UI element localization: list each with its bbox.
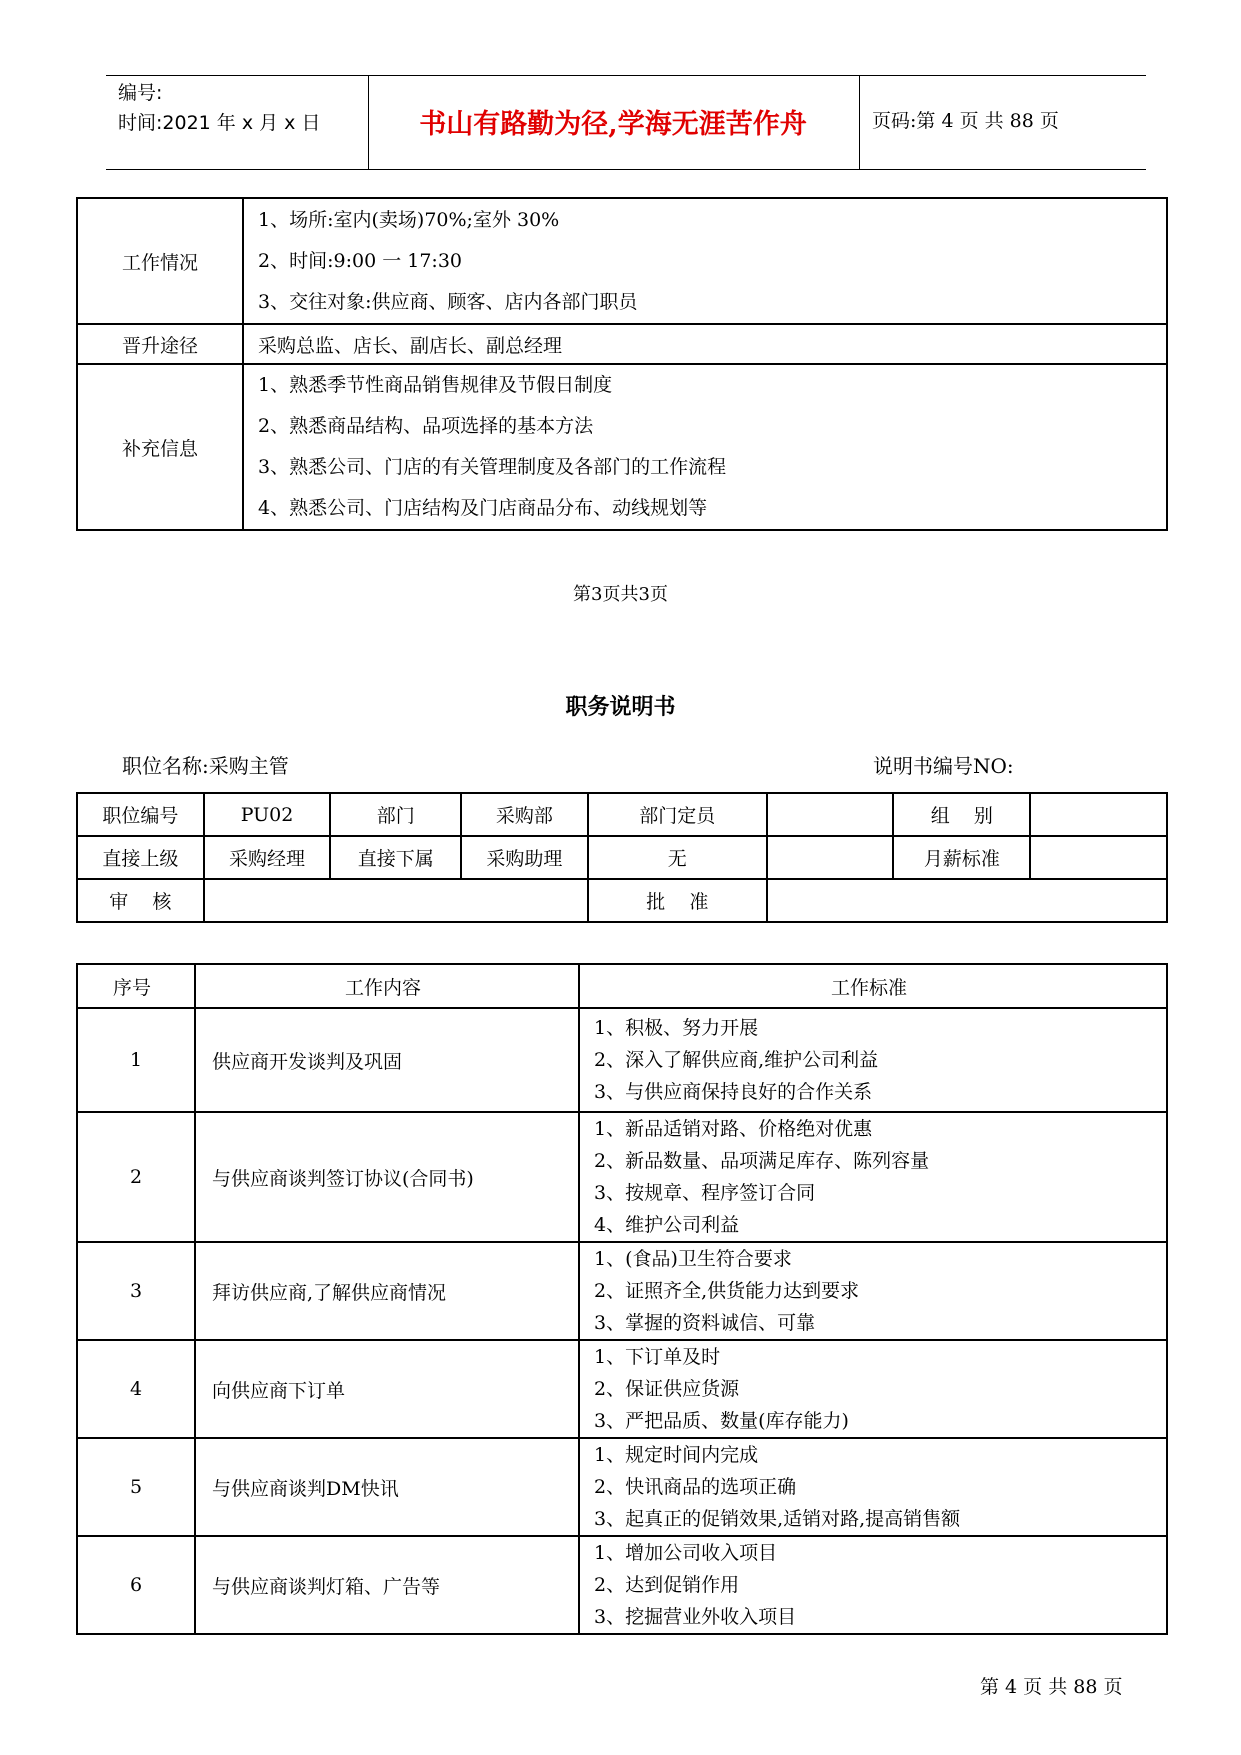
standard-line: 1、下订单及时 bbox=[594, 1346, 721, 1368]
meta-cell: 采购部 bbox=[461, 793, 588, 836]
row-seq: 2 bbox=[77, 1112, 195, 1242]
position-meta-table bbox=[76, 792, 1168, 923]
row-content bbox=[243, 324, 1167, 364]
standard-line: 1、(食品)卫生符合要求 bbox=[594, 1248, 792, 1270]
content-line: 1、熟悉季节性商品销售规律及节假日制度 bbox=[258, 374, 613, 396]
meta-cell: 无 bbox=[588, 836, 767, 879]
table-row bbox=[77, 1340, 1167, 1438]
standard-line: 2、达到促销作用 bbox=[594, 1574, 740, 1596]
page-footer: 第 4 页 共 88 页 bbox=[980, 1676, 1123, 1698]
standard-line: 2、快讯商品的选项正确 bbox=[594, 1476, 797, 1498]
table-row bbox=[77, 836, 1167, 879]
column-header: 序号 bbox=[77, 964, 195, 1008]
table-row bbox=[77, 879, 1167, 922]
meta-cell bbox=[767, 879, 1167, 922]
standard-line: 1、积极、努力开展 bbox=[594, 1017, 759, 1039]
row-seq: 3 bbox=[77, 1242, 195, 1340]
row-standards bbox=[579, 1438, 1167, 1536]
meta-cell: 组 别 bbox=[893, 793, 1030, 836]
meta-cell: 直接下属 bbox=[330, 836, 461, 879]
document-number: 说明书编号NO: bbox=[873, 754, 1014, 778]
page-header bbox=[106, 75, 1146, 170]
document-number-label: 编号: bbox=[118, 82, 163, 104]
content-line: 2、熟悉商品结构、品项选择的基本方法 bbox=[258, 415, 594, 437]
document-title: 职务说明书 bbox=[565, 694, 676, 720]
table-row bbox=[77, 1112, 1167, 1242]
duty-table bbox=[76, 963, 1168, 1635]
content-line: 采购总监、店长、副店长、副总经理 bbox=[258, 334, 563, 357]
standard-line: 2、新品数量、品项满足库存、陈列容量 bbox=[594, 1150, 930, 1172]
page-note: 第3页共3页 bbox=[573, 584, 668, 605]
column-header: 工作标准 bbox=[579, 964, 1167, 1008]
standard-line: 3、严把品质、数量(库存能力) bbox=[594, 1410, 849, 1432]
content-line: 1、场所:室内(卖场)70%;室外 30% bbox=[258, 208, 560, 231]
row-seq: 1 bbox=[77, 1008, 195, 1112]
header-meta bbox=[118, 78, 320, 138]
table-row bbox=[77, 1008, 1167, 1112]
content-line: 2、时间:9:00 一 17:30 bbox=[258, 249, 462, 272]
row-standards bbox=[579, 1242, 1167, 1340]
header-page-code: 页码:第 4 页 共 88 页 bbox=[872, 110, 1059, 132]
row-work: 与供应商谈判签订协议(合同书) bbox=[195, 1112, 579, 1242]
row-label: 晋升途径 bbox=[77, 324, 243, 364]
row-label: 工作情况 bbox=[77, 198, 243, 324]
meta-cell: 月薪标准 bbox=[893, 836, 1030, 879]
document-time-label: 时间:2021 年 x 月 x 日 bbox=[118, 112, 321, 134]
row-label: 补充信息 bbox=[77, 364, 243, 530]
row-work: 拜访供应商,了解供应商情况 bbox=[195, 1242, 579, 1340]
table-row bbox=[77, 324, 1167, 364]
meta-cell: 职位编号 bbox=[77, 793, 204, 836]
table-row bbox=[77, 1438, 1167, 1536]
meta-cell: 直接上级 bbox=[77, 836, 204, 879]
row-standards bbox=[579, 1536, 1167, 1634]
row-work: 供应商开发谈判及巩固 bbox=[195, 1008, 579, 1112]
standard-line: 3、起真正的促销效果,适销对路,提高销售额 bbox=[594, 1508, 961, 1530]
meta-cell bbox=[767, 836, 894, 879]
meta-cell bbox=[1030, 836, 1167, 879]
row-work: 与供应商谈判DM快讯 bbox=[195, 1438, 579, 1536]
header-divider bbox=[859, 76, 860, 169]
row-seq: 4 bbox=[77, 1340, 195, 1438]
meta-cell bbox=[767, 793, 894, 836]
table-row bbox=[77, 364, 1167, 530]
standard-line: 2、保证供应货源 bbox=[594, 1378, 740, 1400]
table-row bbox=[77, 198, 1167, 324]
standard-line: 2、证照齐全,供货能力达到要求 bbox=[594, 1280, 860, 1302]
meta-cell bbox=[204, 879, 588, 922]
content-line: 3、交往对象:供应商、顾客、店内各部门职员 bbox=[258, 290, 638, 313]
meta-cell: 采购经理 bbox=[204, 836, 331, 879]
standard-line: 1、新品适销对路、价格绝对优惠 bbox=[594, 1118, 873, 1140]
standard-line: 3、掌握的资料诚信、可靠 bbox=[594, 1312, 816, 1334]
standard-line: 2、深入了解供应商,维护公司利益 bbox=[594, 1049, 879, 1071]
standard-line: 3、按规章、程序签订合同 bbox=[594, 1182, 816, 1204]
content-line: 3、熟悉公司、门店的有关管理制度及各部门的工作流程 bbox=[258, 456, 727, 478]
meta-cell: 批 准 bbox=[588, 879, 767, 922]
standard-line: 4、维护公司利益 bbox=[594, 1214, 740, 1236]
position-name: 职位名称:采购主管 bbox=[122, 754, 289, 778]
meta-cell bbox=[1030, 793, 1167, 836]
row-content bbox=[243, 364, 1167, 530]
row-standards bbox=[579, 1340, 1167, 1438]
meta-cell: 部门定员 bbox=[588, 793, 767, 836]
meta-cell: 审 核 bbox=[77, 879, 204, 922]
standard-line: 1、增加公司收入项目 bbox=[594, 1542, 778, 1564]
table-row bbox=[77, 793, 1167, 836]
standard-line: 1、规定时间内完成 bbox=[594, 1444, 759, 1466]
content-line: 4、熟悉公司、门店结构及门店商品分布、动线规划等 bbox=[258, 497, 708, 519]
row-standards bbox=[579, 1008, 1167, 1112]
header-motto: 书山有路勤为径,学海无涯苦作舟 bbox=[419, 109, 807, 140]
row-content bbox=[243, 198, 1167, 324]
standard-line: 3、与供应商保持良好的合作关系 bbox=[594, 1081, 873, 1103]
table-row bbox=[77, 1536, 1167, 1634]
row-work: 向供应商下订单 bbox=[195, 1340, 579, 1438]
standard-line: 3、挖掘营业外收入项目 bbox=[594, 1606, 797, 1628]
row-seq: 6 bbox=[77, 1536, 195, 1634]
column-header: 工作内容 bbox=[195, 964, 579, 1008]
meta-cell: PU02 bbox=[204, 793, 331, 836]
row-standards bbox=[579, 1112, 1167, 1242]
row-work: 与供应商谈判灯箱、广告等 bbox=[195, 1536, 579, 1634]
meta-cell: 采购助理 bbox=[461, 836, 588, 879]
job-info-table bbox=[76, 197, 1168, 531]
table-row bbox=[77, 1242, 1167, 1340]
table-header-row bbox=[77, 964, 1167, 1008]
meta-cell: 部门 bbox=[330, 793, 461, 836]
row-seq: 5 bbox=[77, 1438, 195, 1536]
